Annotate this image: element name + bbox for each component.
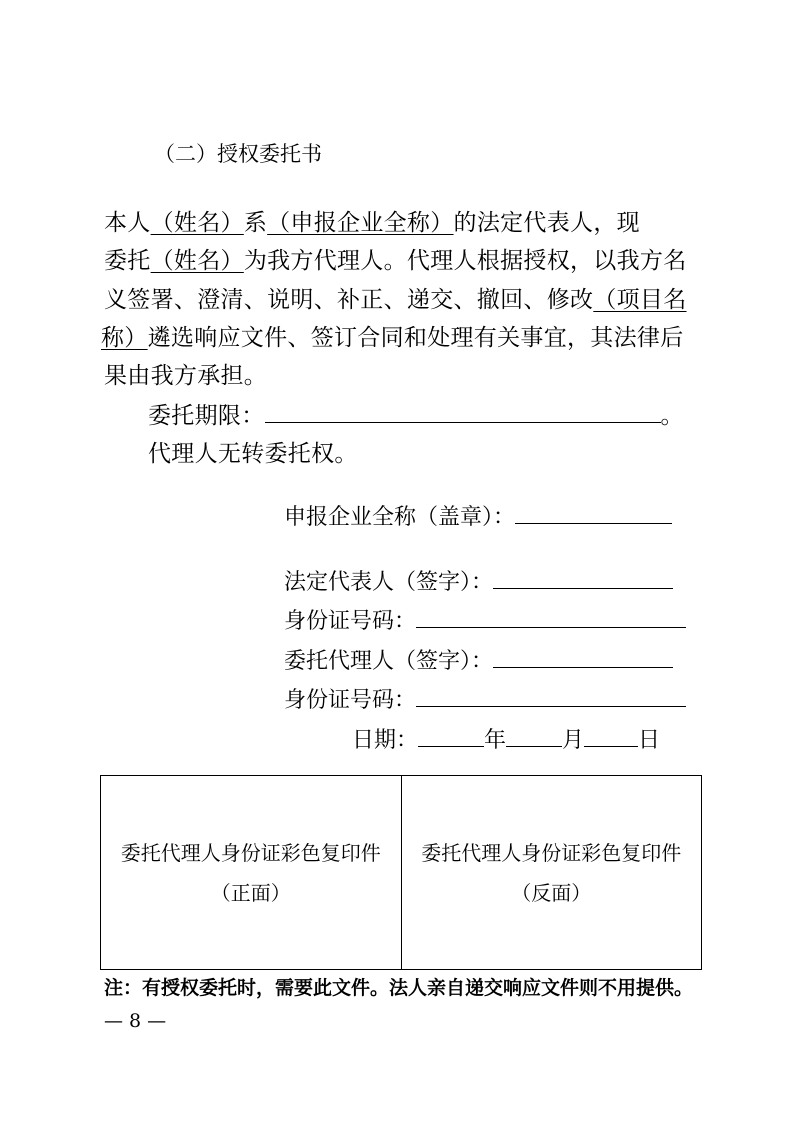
date-row <box>352 723 660 754</box>
company-seal-row <box>284 500 672 531</box>
section-heading: （二）授权委托书 <box>154 142 322 166</box>
text-segment: 系 <box>243 210 268 236</box>
body-line-4 <box>101 319 684 352</box>
term-label: 委托期限： <box>148 403 265 429</box>
body-line-2 <box>104 242 687 275</box>
text-segment: 果由我方承担。 <box>104 363 268 389</box>
table-row <box>101 776 702 970</box>
no-subdelegate-line <box>148 435 358 468</box>
name-placeholder: （姓名） <box>150 210 244 236</box>
day-label: 日 <box>638 728 661 753</box>
text-segment: 委托 <box>104 248 151 274</box>
company-seal-label: 申报企业全称（盖章）： <box>284 505 516 530</box>
year-blank[interactable] <box>418 726 484 747</box>
day-blank[interactable] <box>584 726 638 747</box>
text-segment: 义签署、澄清、说明、补正、递交、撤回、修改 <box>104 287 594 313</box>
id-front-cell[interactable] <box>101 776 402 970</box>
term-line <box>148 397 684 430</box>
agent-row <box>284 644 673 675</box>
id-copy-table <box>100 775 702 970</box>
agent-label: 委托代理人（签字）： <box>284 649 494 674</box>
legal-rep-blank[interactable] <box>493 568 673 589</box>
text-segment: 本人 <box>104 210 151 236</box>
agent-name-placeholder: （姓名） <box>150 248 244 274</box>
legal-rep-row <box>284 565 673 596</box>
body-line-5 <box>104 357 267 390</box>
body-line-1 <box>104 204 640 237</box>
text-segment: 为我方代理人。代理人根据授权，以我方名 <box>243 248 687 274</box>
project-placeholder: （项目名 <box>593 287 687 313</box>
id-back-cell[interactable] <box>401 776 702 970</box>
id-number-blank[interactable] <box>416 686 686 707</box>
text-segment: 的法定代表人，现 <box>453 210 640 236</box>
id-back-side: （反面） <box>511 880 592 905</box>
agent-blank[interactable] <box>493 647 673 668</box>
year-label: 年 <box>484 728 507 753</box>
project-placeholder-cont: 称） <box>101 325 148 351</box>
id-back-label: 委托代理人身份证彩色复印件 <box>421 840 682 865</box>
term-blank[interactable] <box>265 402 661 423</box>
id-number-label: 身份证号码： <box>284 688 417 713</box>
footnote: 注：有授权委托时，需要此文件。法人亲自递交响应文件则不用提供。 <box>104 977 694 999</box>
id-number-row-2 <box>284 683 686 714</box>
legal-rep-label: 法定代表人（签字）： <box>284 570 494 595</box>
text-segment: 代理人无转委托权。 <box>148 441 358 467</box>
text-segment: 遴选响应文件、签订合同和处理有关事宜，其法律后 <box>147 325 684 351</box>
page-number: — 8 — <box>104 1010 167 1032</box>
company-placeholder: （申报企业全称） <box>267 210 454 236</box>
id-front-label: 委托代理人身份证彩色复印件 <box>120 840 381 865</box>
id-number-blank[interactable] <box>416 607 686 628</box>
date-label: 日期： <box>352 728 419 753</box>
id-front-side: （正面） <box>210 880 291 905</box>
body-line-3 <box>104 281 687 314</box>
id-number-row-1 <box>284 604 686 635</box>
id-number-label: 身份证号码： <box>284 609 417 634</box>
company-seal-blank[interactable] <box>515 503 672 524</box>
month-label: 月 <box>562 728 585 753</box>
term-end: 。 <box>660 403 684 429</box>
month-blank[interactable] <box>506 726 562 747</box>
